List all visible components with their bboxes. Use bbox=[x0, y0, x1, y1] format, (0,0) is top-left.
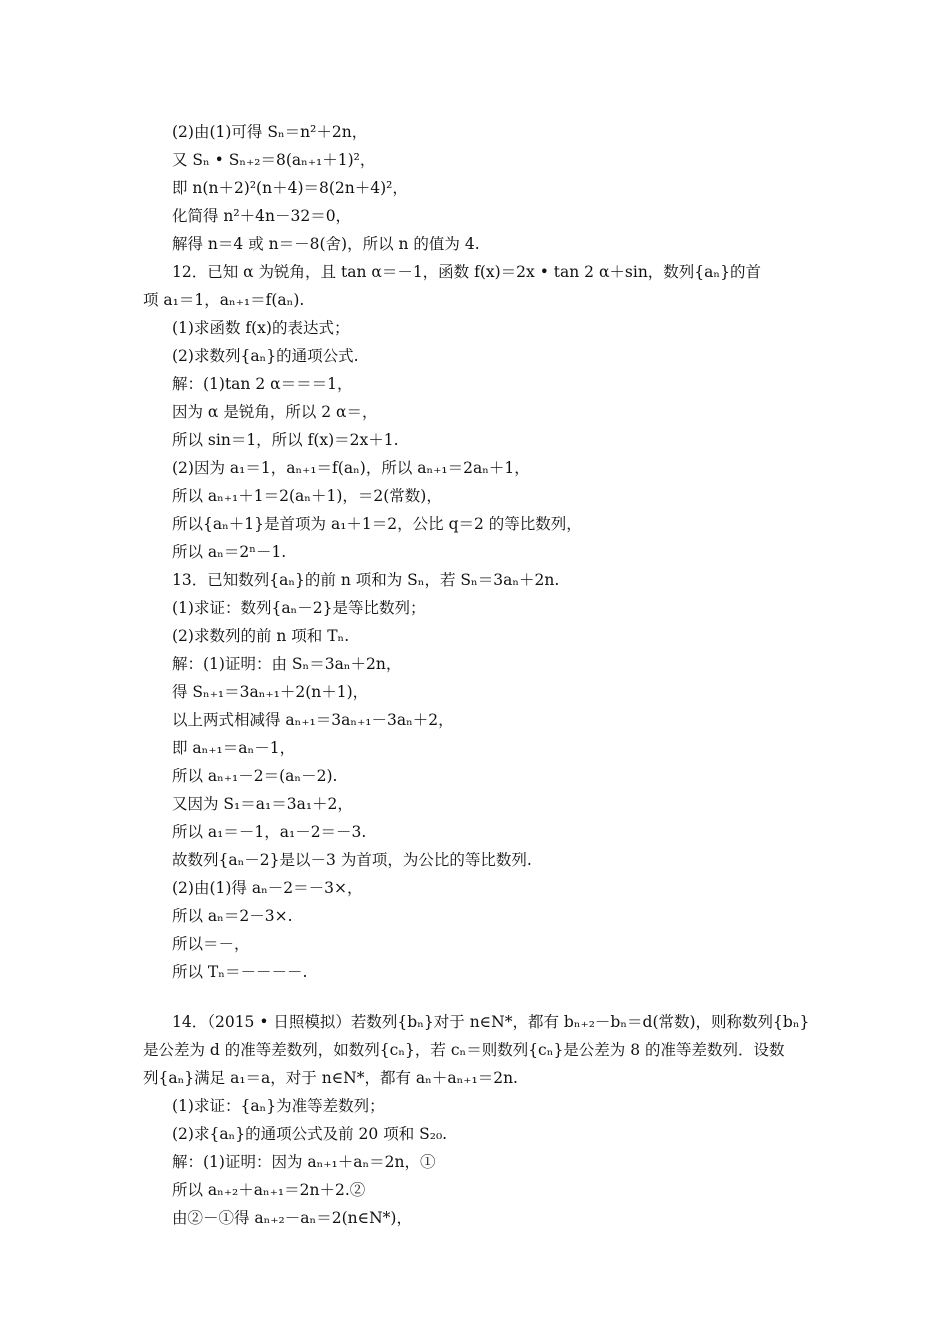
text-line: (2)求数列{aₙ}的通项公式. bbox=[172, 347, 359, 365]
text-line: 是公差为 d 的准等差数列，如数列{cₙ}，若 cₙ＝则数列{cₙ}是公差为 8 的准等差数列．设数 bbox=[143, 1041, 785, 1059]
text-line: 又因为 S₁＝a₁＝3a₁＋2， bbox=[172, 795, 353, 813]
text-line: 所以 a₁＝－1，a₁－2＝－3. bbox=[172, 823, 367, 841]
text-line: 所以{aₙ＋1}是首项为 a₁＋1＝2，公比 q＝2 的等比数列， bbox=[172, 515, 582, 533]
text-line: 又 Sₙ • Sₙ₊₂＝8(aₙ₊₁＋1)²， bbox=[172, 151, 376, 169]
text-line: 解：(1)tan 2 α＝＝＝1， bbox=[172, 375, 353, 393]
text-line: 以上两式相减得 aₙ₊₁＝3aₙ₊₁－3aₙ＋2， bbox=[172, 711, 454, 729]
text-line: 所以 aₙ₊₁＋1＝2(aₙ＋1)，＝2(常数)， bbox=[172, 487, 442, 505]
text-line: 项 a₁＝1，aₙ₊₁＝f(aₙ). bbox=[143, 291, 305, 309]
text-line: (2)求{aₙ}的通项公式及前 20 项和 S₂₀. bbox=[172, 1125, 448, 1143]
text-line: 即 aₙ₊₁＝aₙ－1， bbox=[172, 739, 296, 757]
text-line: 由②－①得 aₙ₊₂－aₙ＝2(n∈N*)， bbox=[172, 1209, 412, 1227]
text-line: 化简得 n²＋4n－32＝0， bbox=[172, 207, 352, 225]
text-line: 所以 sin＝1，所以 f(x)＝2x＋1. bbox=[172, 431, 399, 449]
text-line: 即 n(n＋2)²(n＋4)＝8(2n＋4)²， bbox=[172, 179, 408, 197]
text-line: 解：(1)证明：由 Sₙ＝3aₙ＋2n， bbox=[172, 655, 402, 673]
text-line: (1)求证：数列{aₙ－2}是等比数列； bbox=[172, 599, 426, 617]
text-line: 解得 n＝4 或 n＝－8(舍)，所以 n 的值为 4. bbox=[172, 235, 480, 253]
text-line: 故数列{aₙ－2}是以－3 为首项，为公比的等比数列. bbox=[172, 851, 532, 869]
problem-14-statement: 14．（2015 • 日照模拟）若数列{bₙ}对于 n∈N*，都有 bₙ₊₂－bₙ＝d(常数)，则称数列{bₙ} bbox=[172, 1013, 810, 1031]
text-line: 所以 aₙ＝2－3×. bbox=[172, 907, 293, 925]
text-line: 所以＝－， bbox=[172, 935, 250, 953]
text-line: 所以 Tₙ＝－－－－. bbox=[172, 963, 308, 981]
text-line: (2)求数列的前 n 项和 Tₙ. bbox=[172, 627, 350, 645]
text-line: 得 Sₙ₊₁＝3aₙ₊₁＋2(n＋1)， bbox=[172, 683, 369, 701]
problem-12-statement: 12．已知 α 为锐角，且 tan α＝－1，函数 f(x)＝2x • tan 2 α＋sin，数列{aₙ}的首 bbox=[172, 263, 761, 281]
text-line: 所以 aₙ₊₁－2＝(aₙ－2). bbox=[172, 767, 338, 785]
text-line: 解：(1)证明：因为 aₙ₊₁＋aₙ＝2n，① bbox=[172, 1153, 436, 1171]
text-line: (1)求证：{aₙ}为准等差数列； bbox=[172, 1097, 385, 1115]
text-line: 列{aₙ}满足 a₁＝a，对于 n∈N*，都有 aₙ＋aₙ₊₁＝2n. bbox=[143, 1069, 518, 1087]
text-line: (2)由(1)可得 Sₙ＝n²＋2n， bbox=[172, 123, 368, 141]
text-line: (2)因为 a₁＝1，aₙ₊₁＝f(aₙ)，所以 aₙ₊₁＝2aₙ＋1， bbox=[172, 459, 530, 477]
text-line: 因为 α 是锐角，所以 2 α＝， bbox=[172, 403, 378, 421]
text-line: (2)由(1)得 aₙ－2＝－3×， bbox=[172, 879, 363, 897]
problem-13-statement: 13．已知数列{aₙ}的前 n 项和为 Sₙ，若 Sₙ＝3aₙ＋2n. bbox=[172, 571, 560, 589]
text-line: 所以 aₙ₊₂＋aₙ₊₁＝2n＋2.② bbox=[172, 1181, 366, 1199]
text-line: 所以 aₙ＝2ⁿ－1. bbox=[172, 543, 287, 561]
text-line: (1)求函数 f(x)的表达式； bbox=[172, 319, 350, 337]
